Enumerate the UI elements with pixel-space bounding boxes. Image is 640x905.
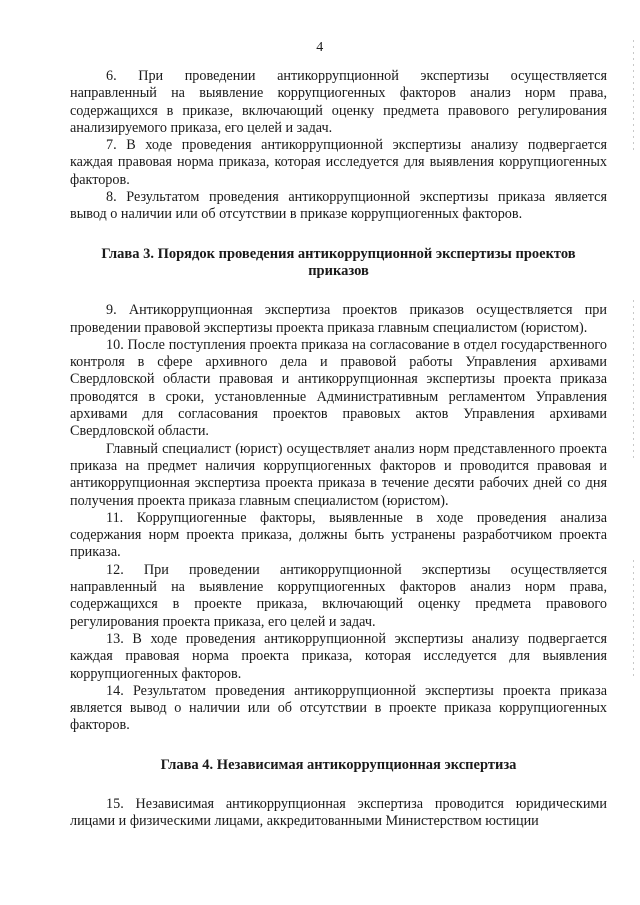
paragraph-7: 7. В ходе проведения антикоррупционной экспертизы анализу подвергается каждая правовая норма приказа, которая исследуется для выявления коррупциогенных факторов. <box>70 137 607 188</box>
paragraph-8: 8. Результатом проведения антикоррупционной экспертизы приказа является вывод о наличии или об отсутствии в приказе коррупциогенных факторов. <box>70 189 607 223</box>
paragraph-12: 12. При проведении антикоррупционной экспертизы осуществляется направленный на выявление коррупциогенных факторов анализ норм права, содержащихся в проекте приказа, включающий оценку предмета правового регулирования проекта приказа, его целей и задач. <box>70 561 607 630</box>
spacer <box>70 224 607 246</box>
paragraph-6: 6. При проведении антикоррупционной экспертизы осуществляется направленный на выявление коррупциогенных факторов анализ норм права, содержащихся в приказе, включающий оценку предмета правового регулирования анализируемого приказа, его целей и задач. <box>70 68 607 136</box>
paragraph-11: 11. Коррупциогенные факторы, выявленные в ходе проведения анализа содержания норм проекта приказа, должны быть устранены разработчиком проекта приказа. <box>70 509 607 561</box>
page-number: 4 <box>316 40 324 55</box>
scan-edge-mark <box>633 40 634 150</box>
spacer <box>70 774 607 796</box>
chapter-3-heading: Глава 3. Порядок проведения антикоррупционной экспертизы проектов приказов <box>101 245 576 279</box>
paragraph-10: 10. После поступления проекта приказа на согласование в отдел государственного контроля в сфере архивного дела и правовой работы Управления архивами Свердловской области правовая и антикоррупционная экспертизы проекта приказа проводятся в сроки, установленные Административным регламентом Управления архивами для согласования проектов правовых актов Управления архивами Свердловской области. <box>70 336 607 440</box>
paragraph-15: 15. Независимая антикоррупционная экспертиза проводится юридическими лицами и физическими лицами, аккредитованными Министерством юстиции <box>70 795 607 830</box>
paragraph-13: 13. В ходе проведения антикоррупционной экспертизы анализу подвергается каждая правовая норма проекта приказа, которая исследуется для выявления коррупциогенных факторов. <box>70 630 607 682</box>
document-body <box>70 68 607 831</box>
scan-edge-mark <box>633 560 634 680</box>
paragraph-14: 14. Результатом проведения антикоррупционной экспертизы проекта приказа является вывод о наличии или об отсутствии в проекте приказа коррупциогенных факторов. <box>70 682 607 734</box>
scan-edge-mark <box>633 300 634 460</box>
spacer <box>70 280 607 302</box>
spacer <box>70 735 607 757</box>
paragraph-9: 9. Антикоррупционная экспертиза проектов приказов осуществляется при проведении правовой экспертизы проекта приказа главным специалистом (юристом). <box>70 302 607 336</box>
paragraph-10-continued: Главный специалист (юрист) осуществляет анализ норм представленного проекта приказа на предмет наличия коррупциогенных факторов и проводится правовая и антикоррупционная экспертиза проекта приказа в течение десяти рабочих дней со дня получения проекта приказа главным специалистом (юристом). <box>70 440 607 509</box>
chapter-4-heading: Глава 4. Независимая антикоррупционная экспертиза <box>160 756 517 773</box>
